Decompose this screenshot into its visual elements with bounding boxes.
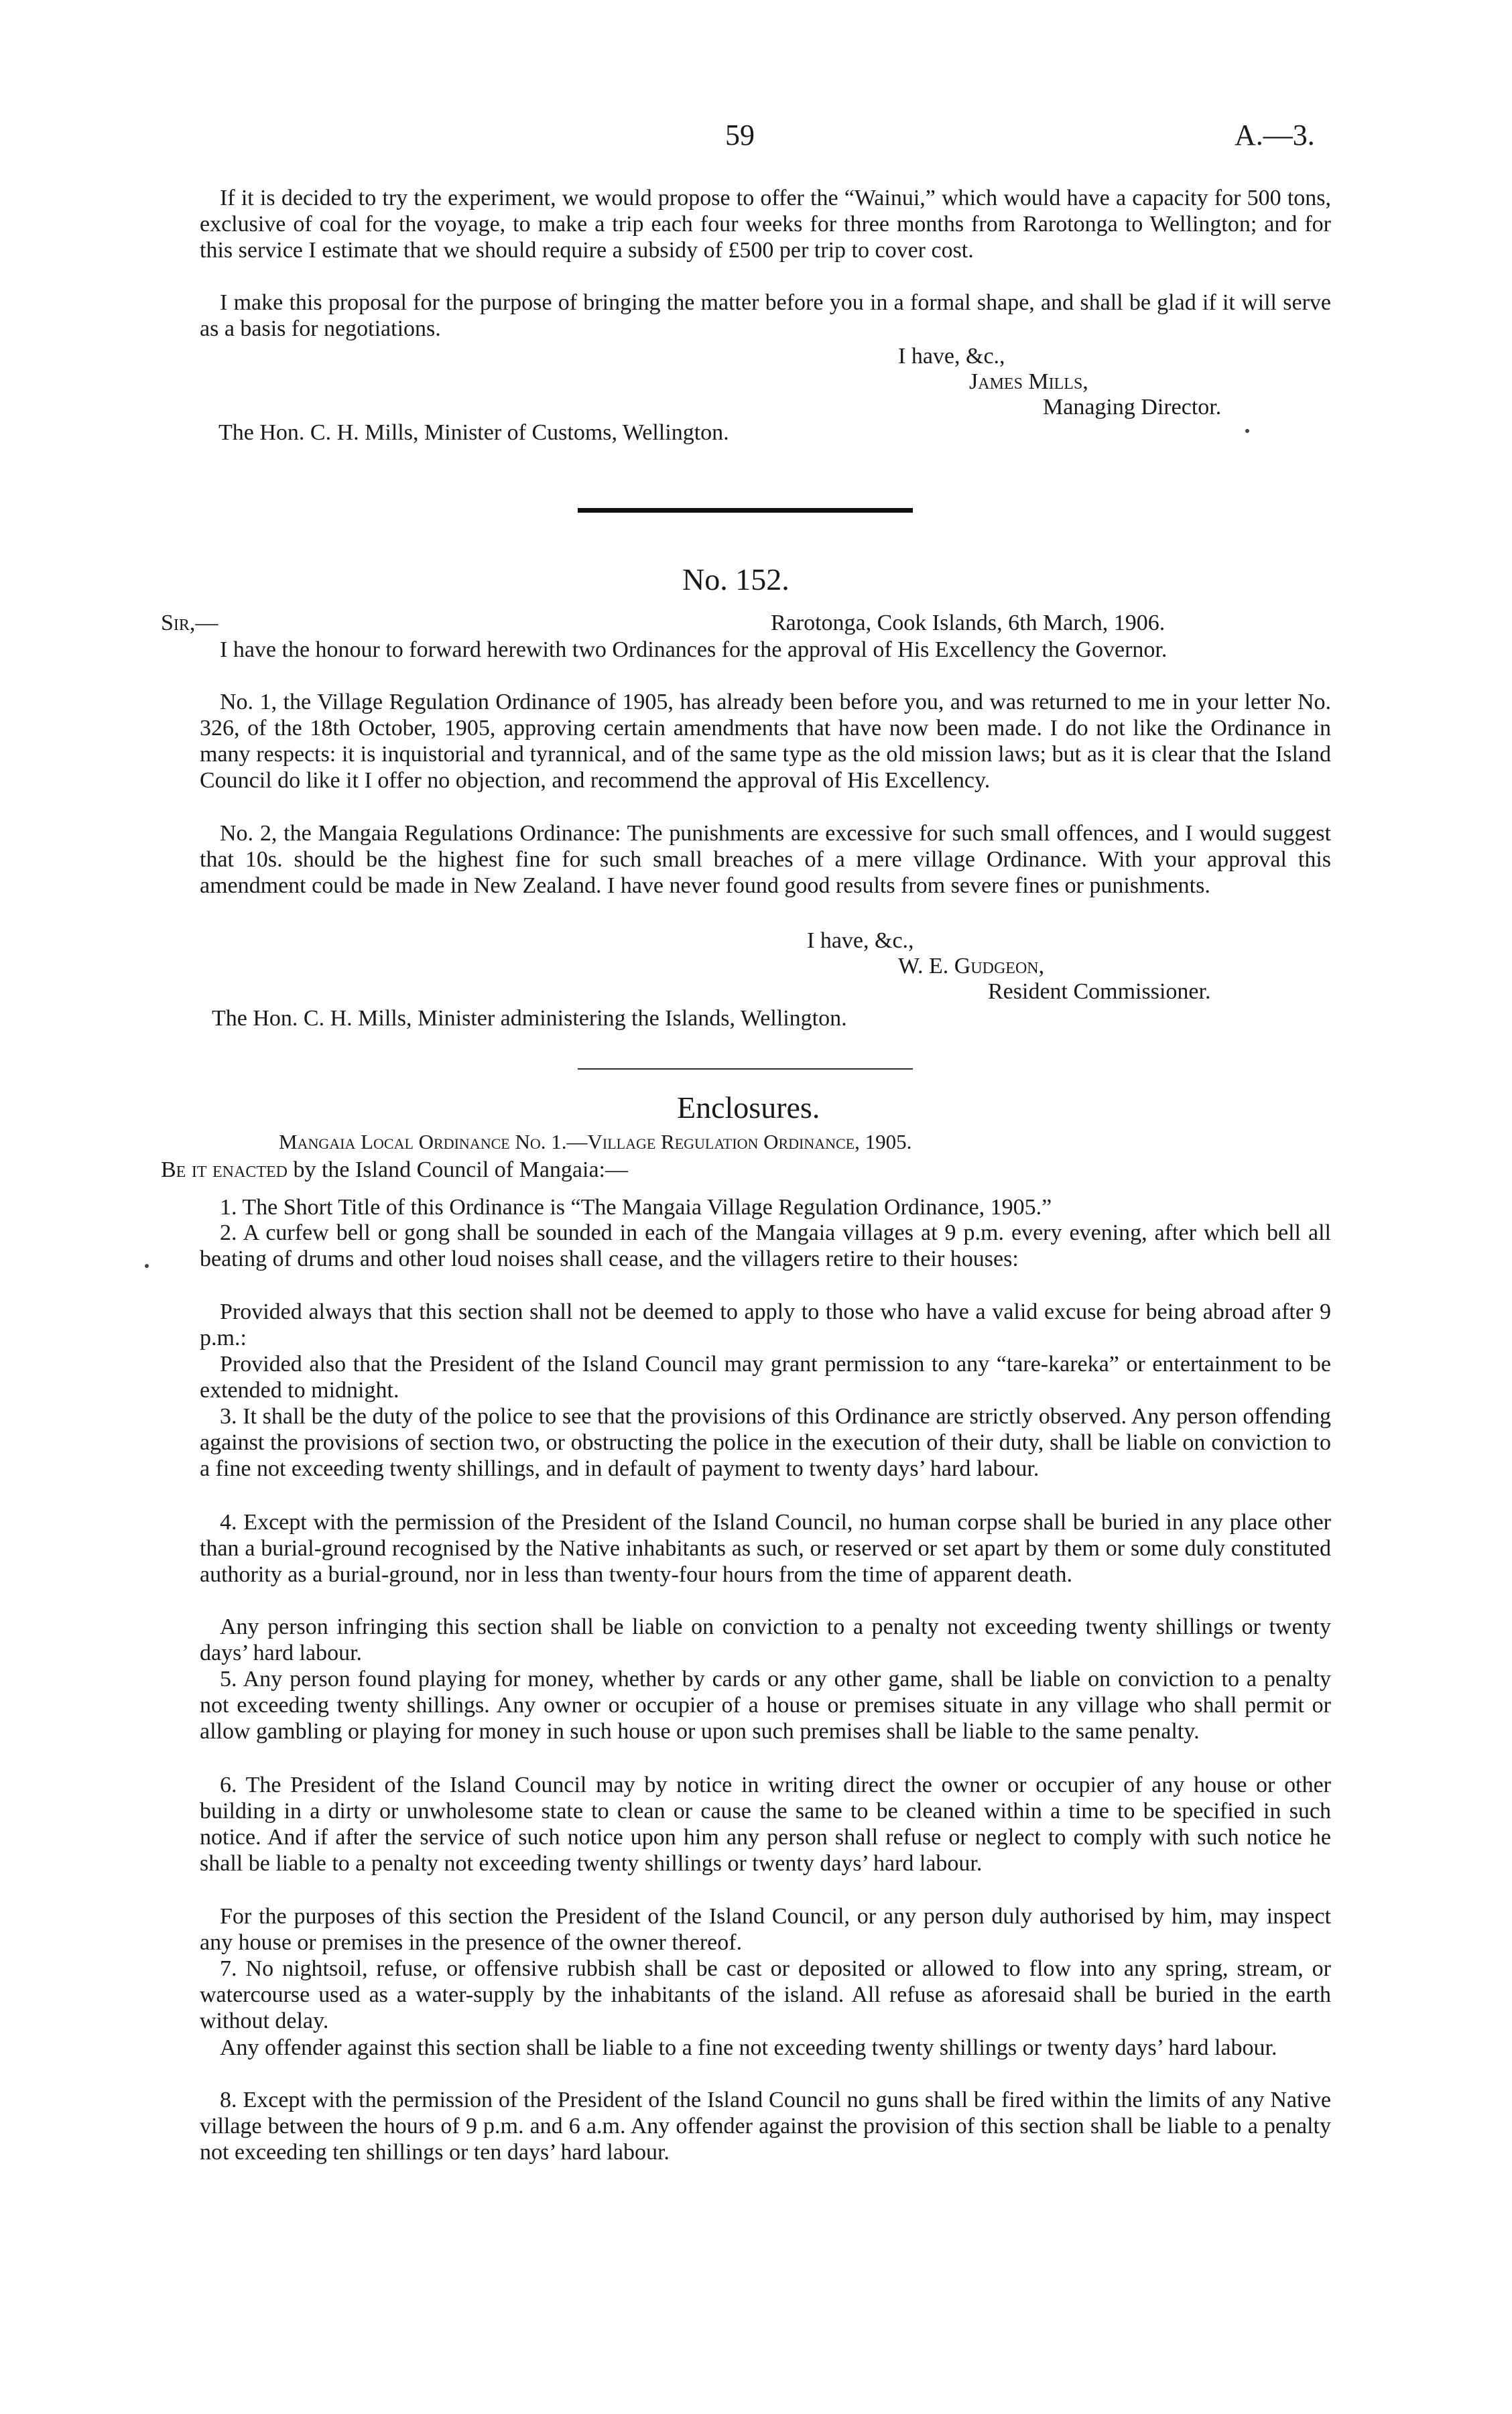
parliamentary-ref: A.—3. (1235, 119, 1315, 151)
letter1-signature: James Mills, (969, 369, 1088, 394)
ordinance-section-1: 1. The Short Title of this Ordinance is “The Mangaia Village Regulation Ordinance, 1905.” (220, 1195, 1052, 1220)
place-date: Rarotonga, Cook Islands, 6th March, 1906. (771, 611, 1166, 635)
page-number: 59 (725, 119, 755, 151)
letter1-title: Managing Director. (1043, 395, 1222, 420)
letter2-title: Resident Commissioner. (988, 979, 1211, 1004)
ordinance-title: Mangaia Local Ordinance No. 1.—Village Regulation Ordinance, 1905. (279, 1130, 912, 1153)
ordinance-section-4: 4. Except with the permission of the President of the Island Council, no human corpse shall be buried in any place other than a burial-ground recognised by the Native inhabitants as such, or reserved or set apart by them or some duly constituted authority as a burial-ground, nor in less than twenty-four hours from the time of apparent death. (200, 1510, 1331, 1587)
letter2-signature: W. E. Gudgeon, (898, 954, 1045, 978)
letter1-addressee: The Hon. C. H. Mills, Minister of Customs, Wellington. (218, 420, 729, 445)
letter2-paragraph-2: No. 1, the Village Regulation Ordinance of 1905, has already been before you, and was returned to me in your letter No. 326, of the 18th October, 1905, approving certain amendments that have now been made. I do not like the Ordinance in many respects: it is inquistorial and tyrannical, and of the same type as the old mission laws; but as it is clear that the Island Council do like it I offer no objection, and recommend the approval of His Excellency. (200, 690, 1331, 793)
scan-speck (1245, 429, 1249, 433)
ordinance-section-7-penalty: Any offender against this section shall be liable to a fine not exceeding twenty shillings or twenty days’ hard labour. (220, 2035, 1277, 2060)
letter1-closing: I have, &c., (898, 344, 1005, 369)
ordinance-section-8: 8. Except with the permission of the President of the Island Council no guns shall be fired within the limits of any Native village between the hours of 9 p.m. and 6 a.m. Any offender against the provision of this section shall be liable to a penalty not exceeding ten shillings or ten days’ hard labour. (200, 2088, 1331, 2165)
ordinance-section-7: 7. No nightsoil, refuse, or offensive rubbish shall be cast or deposited or allowed to flow into any spring, stream, or watercourse used as a water-supply by the inhabitants of the island. All refuse as aforesaid shall be buried in the earth without delay. (200, 1956, 1331, 2033)
enacting-clause (161, 1157, 628, 1183)
ordinance-section-4-penalty: Any person infringing this section shall be liable on conviction to a penalty not exceeding twenty shillings or twenty days’ hard labour. (200, 1614, 1331, 1665)
salutation: Sir,— (161, 611, 218, 635)
ordinance-proviso-2: Provided also that the President of the Island Council may grant permission to any “tare-kareka” or entertainment to be extended to midnight. (200, 1352, 1331, 1403)
letter2-paragraph-3: No. 2, the Mangaia Regulations Ordinance: The punishments are excessive for such small offences, and I would suggest that 10s. should be the highest fine for such small breaches of a mere village Ordinance. With your approval this amendment could be made in New Zealand. I have never found good results from severe fines or punishments. (200, 821, 1331, 898)
ordinance-section-6-inspection: For the purposes of this section the President of the Island Council, or any person duly authorised by him, may inspect any house or premises in the presence of the owner thereof. (200, 1904, 1331, 1955)
letter2-addressee: The Hon. C. H. Mills, Minister administering the Islands, Wellington. (212, 1006, 847, 1031)
letter1-paragraph-2: I make this proposal for the purpose of bringing the matter before you in a formal shape, and shall be glad if it will serve as a basis for negotiations. (200, 290, 1331, 341)
enacting-clause-lead: Be it enacted (161, 1157, 288, 1182)
ordinance-section-3: 3. It shall be the duty of the police to see that the provisions of this Ordinance are strictly observed. Any person offending against the provisions of section two, or obstructing the police in the execution of their duty, shall be liable on conviction to a fine not exceeding twenty shillings, and in default of payment to twenty days’ hard labour. (200, 1404, 1331, 1481)
letter1-paragraph-1: If it is decided to try the experiment, we would propose to offer the “Wainui,” which would have a capacity for 500 tons, exclusive of coal for the voyage, to make a trip each four weeks for three months from Rarotonga to Wellington; and for this service I estimate that we should require a subsidy of £500 per trip to cover cost. (200, 186, 1331, 263)
letter2-paragraph-1: I have the honour to forward herewith two Ordinances for the approval of His Excellency the Governor. (220, 637, 1168, 662)
enacting-clause-rest: by the Island Council of Mangaia:— (287, 1157, 628, 1182)
ordinance-section-5: 5. Any person found playing for money, whether by cards or any other game, shall be liable on conviction to a penalty not exceeding twenty shillings. Any owner or occupier of a house or premises situate in any village who shall permit or allow gambling or playing for money in such house or upon such premises shall be liable to the same penalty. (200, 1667, 1331, 1744)
section-divider-thick (578, 508, 913, 513)
ordinance-proviso-1: Provided always that this section shall not be deemed to apply to those who have a valid excuse for being abroad after 9 p.m.: (200, 1299, 1331, 1350)
enclosures-heading: Enclosures. (677, 1090, 820, 1125)
scan-speck (145, 1264, 149, 1268)
ordinance-section-6: 6. The President of the Island Council may by notice in writing direct the owner or occupier of any house or other building in a dirty or unwholesome state to clean or cause the same to be cleaned within a time to be specified in such notice. And if after the service of such notice upon him any person shall refuse or neglect to comply with such notice he shall be liable to a penalty not exceeding twenty shillings or twenty days’ hard labour. (200, 1773, 1331, 1876)
ordinance-section-2: 2. A curfew bell or gong shall be sounded in each of the Mangaia villages at 9 p.m. every evening, after which bell all beating of drums and other loud noises shall cease, and the villagers retire to their houses: (200, 1220, 1331, 1271)
section-divider-thin (578, 1068, 913, 1070)
letter2-closing: I have, &c., (807, 928, 914, 953)
letter-number-heading: No. 152. (682, 562, 790, 596)
